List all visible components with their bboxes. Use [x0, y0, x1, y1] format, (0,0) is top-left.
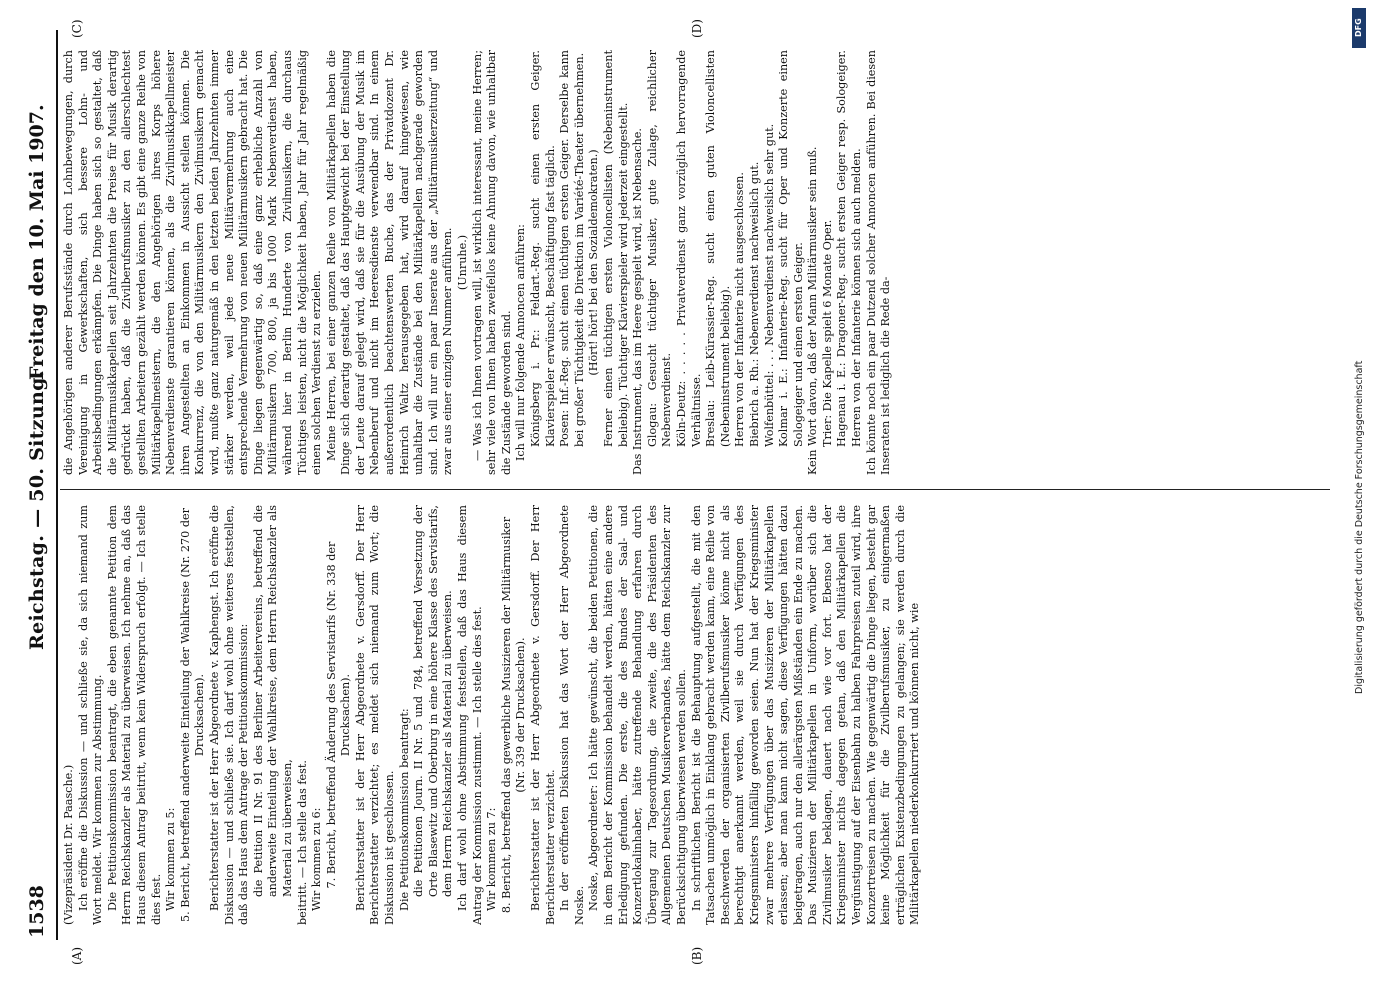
page-header	[22, 30, 58, 940]
paragraph: Kolmar i. E.: Infanterie-Reg. sucht für Oper und Konzerte einen Sologeiger und einen ersten Geiger.	[777, 50, 805, 447]
paragraph: (Unruhe.)	[456, 234, 470, 291]
page-date: Freitag den 10. Mai 1907.	[26, 104, 48, 380]
paragraph: Wir kommen zu 5:	[164, 807, 178, 911]
page-number: 1538	[26, 885, 48, 938]
paragraph: Berichterstatter ist der Herr Abgeordnete v. Gersdorff. Der Herr Berichterstatter verzichtet; es meldet sich niemand zum Wort; die Diskussion ist geschlossen.	[353, 505, 397, 925]
paragraph: Königsberg i. Pr.: Feldart.-Reg. sucht einen ersten Geiger. Klavierspieler erwünscht, Beschäftigung fast täglich.	[529, 50, 557, 447]
paragraph: 5. Bericht, betreffend anderweite Einteilung der Wahlkreise (Nr. 270 der Drucksachen).	[178, 508, 207, 922]
page-title: Reichstag. — 50. Sitzung.	[26, 370, 48, 650]
paragraph: (Vizepräsident Dr. Paasche.)	[62, 764, 75, 925]
column-divider	[60, 489, 1330, 490]
paragraph: die Angehörigen anderer Berufsstände durch Lohnbewegungen, durch Vereinigung in Gewerkschaften, sich bessere Lohn- und Arbeitsbedingungen erkämpfen. Die Dinge haben sich so gestaltet, daß die Militärmusikkapellen seit Jahrzehnten die Preise für Musik derartig gedrückt haben, daß die Zivilberufsmusiker zu den allerschlechtest gestellten Arbeitern gezählt werden können. Es gibt eine ganze Reihe von Militärkapellmeistern, die den Angehörigen ihres Korps höhere Nebenverdienste garantieren können, als die Zivilmusikkapellmeister ihren Angestellten an Einkommen in Aussicht stellen können. Die Konkurrenz, die von den Militärmusikern den Zivilmusikern gemacht wird, mußte ganz naturgemäß in den letzten beiden Jahrzehnten immer stärker werden, weil jede neue Militärvermehrung auch eine entsprechende Vermehrung von neuen Militärmusikern gebracht hat. Die Dinge liegen gegenwärtig so, daß eine ganz erhebliche Anzahl von Militärmusikern 700, 800, ja bis 1000 Mark Nebenverdienst haben, während hier in Berlin Hunderte von Zivilmusikern, die durchaus Tüchtiges leisten, nicht die Möglichkeit haben, Jahr für Jahr regelmäßig einen solchen Verdienst zu erzielen.	[62, 50, 324, 475]
paragraph: Noske, Abgeordneter: Ich hätte gewünscht, die beiden Petitionen, die in dem Bericht der Kommission behandelt werden, hätten eine andere Erledigung gefunden. Die erste, die des Bundes der Saal- und Konzertlokalinhaber, hätte zutreffende Behandlung erfahren durch Übergang zur Tagesordnung, die zweite, die des Präsidenten des Allgemeinen Deutschen Musikerverbandes, hätte dem Reichskanzler zur Berücksichtigung überwiesen werden sollen.	[587, 505, 688, 925]
paragraph: Trier: Die Kapelle spielt 6 Monate Oper.	[820, 219, 834, 447]
paragraph: In schriftlichen Bericht ist die Behauptung aufgestellt, die mit den Tatsachen unmöglich in Einklang gebracht werden kann, eine Reihe von Beschwerden der organisierten Zivilberufsmusiker könne nicht als berechtigt anerkannt werden, weil sie durch Verfügungen des Kriegsministers hinfällig geworden seien. Nun hat der Kriegsminister zwar mehrere Verfügungen über das Musizieren der Militärkapellen erlassen; aber man kann nicht sagen, diese Verfügungen hätten dazu beigetragen, auch nur den allerärgsten Mißständen ein Ende zu machen. Das Musizieren der Militärkapellen in Uniform, worüber sich die Zivilmusiker beklagen, dauert nach wie vor fort. Ebenso hat der Kriegsminister nichts dagegen getan, daß den Militärkapellen die Vergünstigung auf der Eisenbahn zu halben Fahrpreisen zuteil wird, ihre Konzertreisen zu machen. Wie gegenwärtig die Dinge liegen, besteht gar keine Möglichkeit für die Zivilberufsmusiker, zu einigermaßen erträglichen Existenzbedingungen zu gelangen; sie werden durch die Militärkapellen niederkonkurriert und können nicht, wie	[689, 505, 922, 925]
margin-mark-d: (D)	[690, 19, 704, 38]
paragraph: Ich darf wohl ohne Abstimmung feststellen, daß das Haus diesem Antrag der Kommission zustimmt. — Ich stelle dies fest.	[456, 505, 484, 925]
dfg-logo: DFG	[1352, 8, 1366, 48]
paragraph: Wir kommen zu 6:	[310, 807, 324, 911]
paragraph: Ich will nur folgende Annoncen anführen:	[514, 224, 528, 461]
paragraph: Posen: Inf.-Reg. sucht einen tüchtigen ersten Geiger. Derselbe kann bei großer Tüchtigkeit die Direktion im Variété-Theater übernehmen.	[558, 50, 586, 447]
paragraph: Biebrich a. Rh.: Nebenverdienst nachweislich gut.	[747, 161, 761, 447]
paragraph: Die Petitionskommission beantragt, die eben genannte Petition dem Herrn Reichskanzler als Material zu überweisen. Ich nehme an, daß das Haus diesem Antrag beitritt, wenn kein Widerspruch erfolgt. — Ich stelle dies fest.	[105, 505, 163, 925]
paragraph: Berichterstatter ist der Herr Abgeordnete v. Gersdorff. Der Herr Berichterstatter verzichtet.	[529, 505, 557, 925]
right-text-column	[62, 50, 1332, 475]
margin-mark-b: (B)	[690, 946, 704, 965]
paragraph: Hagenau i. E.: Dragoner-Reg. sucht ersten Geiger resp. Sologeiger. Herren von der Infanterie können sich auch melden.	[835, 50, 864, 447]
paragraph: die Petition II Nr. 91 des Berliner Arbeitervereins, betreffend die anderweite Einteilung der Wahlkreise, dem Herrn Reichskanzler als Material zu überweisen,	[251, 505, 294, 897]
paragraph: 8. Bericht, betreffend das gewerbliche Musizieren der Militärmusiker (Nr. 339 der Drucksachen).	[499, 516, 528, 914]
paragraph: Meine Herren, bei einer ganzen Reihe von Militärkapellen haben die Dinge sich derartig gestaltet, daß das Hauptgewicht bei der Einstellung der Leute darauf gelegt wird, daß sie für die Ausübung der Musik im Nebenberuf und nicht im Heeresdienste verwendbar sind. In einem außerordentlich beachtenswerten Buche, das der Privatdozent Dr. Heinrich Waltz herausgegeben hat, wird darauf hingewiesen, wie unhaltbar die Zustände bei den Militärkapellen nachgerade geworden sind. Ich will nur ein paar Inserate aus der „Militärmusikerzeitung“ und zwar aus einer einzigen Nummer anführen.	[324, 50, 455, 475]
paragraph: 7. Bericht, betreffend Änderung des Servistarifs (Nr. 338 der Drucksachen).	[324, 541, 353, 889]
paragraph: Breslau: Leib-Kürassier-Reg. sucht einen guten Violoncellisten (Nebeninstrument beliebig).	[704, 50, 732, 447]
paragraph: Wolfenbüttel: . . . Nebenverdienst nachweislich sehr gut.	[762, 123, 776, 447]
paragraph: Wir kommen zu 7:	[485, 807, 499, 911]
paragraph: In der eröffneten Diskussion hat das Wort der Herr Abgeordnete Noske.	[558, 505, 586, 925]
paragraph: — Was ich Ihnen vortragen will, ist wirklich interessant, meine Herren; sehr viele von Ihnen haben zweifellos keine Ahnung davon, wie unhaltbar die Zustände geworden sind.	[470, 50, 513, 475]
paragraph: Glogau: Gesucht tüchtiger Musiker, gute Zulage, reichlicher Nebenverdienst.	[645, 50, 674, 447]
paragraph: Die Petitionskommission beantragt:	[397, 708, 411, 911]
paragraph: Ich eröffne die Diskussion — und schließe sie, da sich niemand zum Wort meldet. Wir kommen zur Abstimmung.	[76, 505, 105, 925]
paragraph: Das Instrument, das im Heere gespielt wird, ist Nebensache.	[631, 128, 645, 475]
paragraph: Ferner einen tüchtigen ersten Violoncellisten (Nebeninstrument beliebig). Tüchtiger Klavierspieler wird jederzeit eingestellt.	[601, 50, 630, 447]
paragraph: beitritt. — Ich stelle das fest.	[295, 760, 309, 925]
digitization-credit: Digitalisierung gefördert durch die Deutsche Forschungsgemeinschaft	[1354, 360, 1365, 694]
paragraph: Ich könnte noch ein paar Dutzend solcher Annoncen anführen. Bei diesen Inseraten ist lediglich die Rede da-	[864, 50, 893, 475]
paragraph: Kein Wort davon, daß der Mann Militärmusiker sein muß.	[806, 146, 820, 475]
left-text-column	[62, 505, 1332, 925]
paragraph: Herren von der Infanterie nicht ausgeschlossen.	[733, 172, 747, 447]
margin-mark-a: (A)	[70, 946, 84, 965]
paragraph: Berichterstatter ist der Herr Abgeordnete v. Kaphengst. Ich eröffne die Diskussion — und schließe sie. Ich darf wohl ohne weiteres feststellen, daß das Haus dem Antrage der Petitionskommission:	[207, 505, 251, 925]
margin-mark-c: (C)	[70, 19, 84, 38]
paragraph: die Petitionen Journ. II Nr. 5 und 784, betreffend Versetzung der Orte Blasewitz und Oberburg in eine höhere Klasse des Servistarifs, dem Herrn Reichskanzler als Material zu überweisen.	[412, 505, 455, 897]
paragraph: Köln-Deutz: . . . . . Privatverdienst ganz vorzüglich hervorragende Verhältnisse.	[674, 50, 703, 447]
paragraph: (Hört! hört! bei den Sozialdemokraten.)	[587, 149, 601, 376]
